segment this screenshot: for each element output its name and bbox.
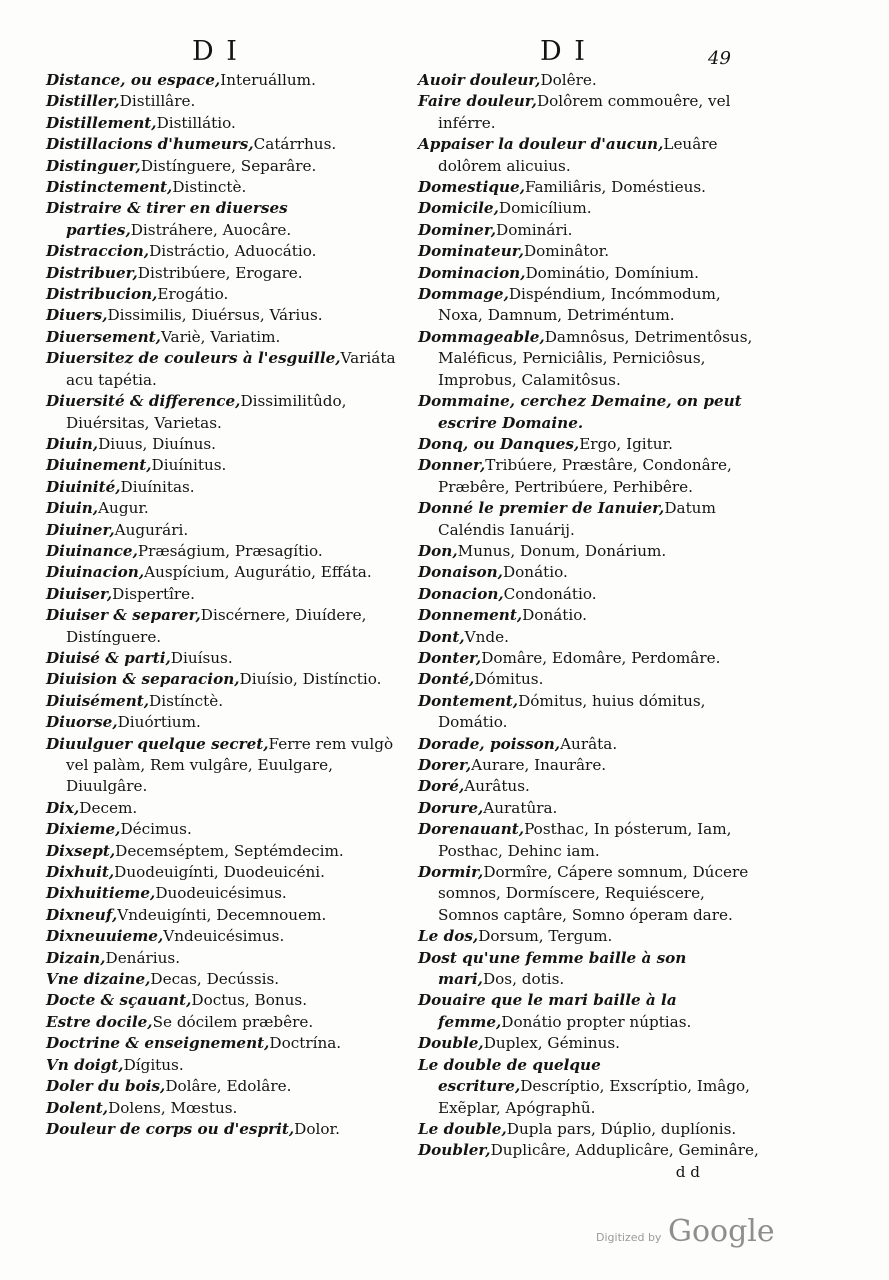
dictionary-entry (46, 477, 396, 498)
entry-headword: Estre docile, (46, 1012, 153, 1031)
entry-headword: Faire douleur, (418, 92, 537, 111)
entry-headword: Diuorse, (46, 713, 118, 732)
entry-headword: Diuinance, (46, 541, 138, 560)
entry-headword: Distraire & tirer en diuerses parties, (46, 199, 288, 239)
entry-translation: Vndeuicésimus. (163, 927, 285, 946)
entry-headword: Doubler, (418, 1141, 491, 1160)
entry-headword: Le double de quelque escriture, (418, 1055, 601, 1096)
page-header (0, 36, 889, 72)
entry-translation: Interuállum. (220, 71, 316, 89)
entry-translation: Præságium, Præsagítio. (137, 541, 323, 560)
dictionary-entry (418, 1140, 770, 1161)
entry-headword: Distance, ou espace, (46, 71, 221, 89)
entry-headword: Donacion, (418, 584, 504, 603)
dictionary-entry (418, 263, 770, 284)
entry-headword: Dominer, (418, 220, 497, 239)
dictionary-entry (46, 391, 396, 434)
entry-headword: Distiller, (46, 92, 120, 111)
dictionary-entry (46, 348, 396, 391)
dictionary-entry (418, 91, 770, 134)
dictionary-entry (46, 926, 396, 947)
entry-headword: Domicile, (418, 199, 499, 218)
entry-headword: Donaison, (418, 563, 503, 582)
entry-headword: Dommageable, (418, 327, 545, 346)
entry-headword: Distribucion, (46, 285, 158, 304)
dictionary-entry (46, 134, 396, 155)
dictionary-entry (46, 305, 396, 326)
entry-headword: Dontement, (418, 691, 519, 710)
entry-translation: Diuínitas. (120, 477, 195, 496)
entry-translation: Datum Caléndis Ianuárij. (438, 499, 716, 539)
dictionary-entry (46, 734, 396, 798)
entry-translation: Dos, dotis. (482, 970, 565, 989)
dictionary-entry (418, 455, 770, 498)
right-column (418, 70, 770, 1183)
entry-translation: Aurare, Inaurâre. (471, 756, 607, 774)
entry-headword: Dost qu'une femme baille à son mari, (418, 948, 687, 989)
entry-headword: Diuin, (46, 499, 99, 518)
entry-headword: Donné le premier de Ianuier, (418, 499, 665, 518)
dictionary-entry (46, 520, 396, 541)
entry-headword: Docte & sçauant, (46, 991, 192, 1010)
left-column (46, 70, 396, 1140)
entry-translation: Dolens, Mœstus. (108, 1098, 238, 1117)
dictionary-entry (46, 905, 396, 926)
dictionary-entry (46, 584, 396, 605)
entry-translation: Dolôrem commouêre, vel inférre. (438, 92, 731, 132)
entry-headword: Vne dizaine, (46, 970, 151, 989)
dictionary-entry (46, 327, 396, 348)
entry-translation: Auratûra. (483, 798, 558, 817)
dictionary-entry (418, 1033, 770, 1054)
dictionary-entry (46, 691, 396, 712)
entry-translation: Doctus, Bonus. (191, 991, 308, 1010)
dictionary-entry (418, 948, 770, 991)
running-head-right: D I (540, 36, 587, 67)
entry-translation: Dómitus. (474, 670, 544, 689)
entry-translation: Vnde. (464, 627, 509, 646)
dictionary-entry (46, 1119, 396, 1140)
entry-translation: Descríptio, Exscríptio, Imâgo, Exẽplar, Apógraphũ. (438, 1077, 751, 1117)
entry-headword: Diuisément, (46, 691, 150, 710)
dictionary-entry (46, 1033, 396, 1054)
dictionary-entry (418, 434, 770, 455)
dictionary-entry (46, 798, 396, 819)
dictionary-entry (46, 198, 396, 241)
entry-translation: Dupla pars, Dúplio, duplíonis. (506, 1119, 737, 1138)
entry-translation: Distribúere, Erogare. (137, 263, 303, 282)
dictionary-entry (46, 605, 396, 648)
dictionary-entry (46, 70, 396, 91)
entry-translation: Duplicâre, Adduplicâre, Geminâre, (490, 1141, 759, 1160)
entry-headword: Doctrine & enseignement, (46, 1034, 270, 1053)
entry-translation: Ergo, Igitur. (579, 434, 673, 453)
entry-translation: Donátio propter núptias. (501, 1012, 692, 1031)
entry-headword: Diuersement, (46, 327, 161, 346)
page-number: 49 (708, 48, 731, 69)
entry-headword: Double, (418, 1034, 484, 1053)
dictionary-entry (46, 498, 396, 519)
entry-headword: Domestique, (418, 178, 525, 197)
dictionary-entry (46, 541, 396, 562)
entry-headword: Dont, (418, 627, 465, 646)
entry-translation: Condonátio. (503, 584, 597, 603)
entry-headword: Donq, ou Danques, (418, 434, 580, 453)
entry-headword: Diuers, (46, 306, 108, 325)
entry-translation: Dígitus. (123, 1055, 184, 1074)
entry-headword: Le double, (418, 1119, 507, 1138)
entry-translation: Dominâtor. (523, 242, 610, 261)
entry-translation: Distillátio. (156, 113, 236, 132)
entry-headword: Diuision & separacion, (46, 670, 240, 689)
entry-translation: Tribúere, Præstâre, Condonâre, Præbêre, Pertribúere, Perhibêre. (438, 456, 732, 496)
entry-headword: Diuersité & difference, (46, 392, 241, 411)
dictionary-entry (46, 284, 396, 305)
entry-translation: Dispéndium, Incómmodum, Noxa, Damnum, Detriméntum. (438, 285, 721, 325)
entry-translation: Variè, Variatim. (160, 327, 281, 346)
dictionary-entry (418, 755, 770, 776)
dictionary-entry (46, 263, 396, 284)
entry-headword: Doré, (418, 777, 465, 796)
dictionary-entry (46, 990, 396, 1011)
entry-translation: Distínctè. (149, 691, 224, 710)
entry-translation: Ferre rem vulgò vel palàm, Rem vulgâre, Euulgare, Diuulgâre. (66, 734, 394, 796)
entry-headword: Diuulguer quelque secret, (46, 734, 269, 753)
dictionary-entry (418, 776, 770, 797)
entry-translation: Erogátio. (157, 285, 229, 304)
dictionary-entry (46, 969, 396, 990)
dictionary-entry (418, 1055, 770, 1119)
entry-translation: Catárrhus. (253, 135, 337, 154)
dictionary-entry (46, 669, 396, 690)
entry-headword: Diuersitez de couleurs à l'esguille, (46, 349, 341, 368)
entry-headword: Distinguer, (46, 156, 141, 175)
entry-translation: Distinctè. (172, 178, 247, 197)
entry-translation: Discérnere, Diuídere, Distínguere. (66, 606, 367, 646)
dictionary-entry (418, 541, 770, 562)
entry-headword: Don, (418, 541, 458, 560)
dictionary-entry (418, 241, 770, 262)
entry-translation: Dissimilis, Diuérsus, Várius. (107, 306, 323, 325)
entry-headword: Distribuer, (46, 263, 138, 282)
entry-headword: Diuiner, (46, 520, 115, 539)
entry-headword: Diuinacion, (46, 563, 145, 582)
entry-headword: Diuisé & parti, (46, 648, 171, 667)
catchword: d d (675, 1162, 700, 1181)
entry-headword: Dominacion, (418, 263, 526, 282)
entry-translation: Dolor. (294, 1119, 340, 1138)
dictionary-entry (46, 712, 396, 733)
dictionary-entry (418, 648, 770, 669)
entry-translation: Aurâtus. (464, 777, 530, 796)
entry-headword: Diuin, (46, 434, 99, 453)
entry-translation: Damnôsus, Detrimentôsus, Maléficus, Perniciâlis, Perniciôsus, Improbus, Calamitôsus. (438, 327, 753, 389)
entry-translation: Decemséptem, Septémdecim. (115, 841, 344, 860)
dictionary-entry (418, 70, 770, 91)
entry-headword: Douleur de corps ou d'esprit, (46, 1119, 295, 1138)
dictionary-entry (46, 241, 396, 262)
entry-translation: Dómitus, huius dómitus, Domátio. (438, 691, 706, 732)
entry-translation: Munus, Donum, Donárium. (457, 541, 667, 560)
entry-headword: Auoir douleur, (418, 71, 541, 89)
entry-headword: Vn doigt, (46, 1055, 124, 1074)
entry-translation: Domâre, Edomâre, Perdomâre. (481, 648, 721, 667)
entry-headword: Diuinement, (46, 456, 152, 475)
entry-translation: Familiâris, Doméstieus. (524, 178, 706, 197)
entry-headword: Donnement, (418, 606, 523, 625)
entry-headword: Dominateur, (418, 242, 524, 261)
entry-translation: Duplex, Géminus. (483, 1034, 620, 1053)
dictionary-entry (418, 177, 770, 198)
entry-translation: Dissimilitûdo, Diuérsitas, Varietas. (66, 392, 347, 432)
dictionary-entry (418, 862, 770, 926)
entry-headword: Dixneuf, (46, 905, 118, 924)
entry-headword: Dixhuit, (46, 863, 115, 882)
dictionary-entry (418, 605, 770, 626)
google-logo: Google (668, 1214, 775, 1249)
dictionary-entry (46, 91, 396, 112)
entry-translation: Distráhere, Auocâre. (130, 220, 292, 239)
dictionary-entry (418, 734, 770, 755)
entry-translation: Doctrína. (269, 1034, 342, 1053)
dictionary-entry (46, 883, 396, 904)
dictionary-entry (418, 198, 770, 219)
digitized-by-text: Digitized by (596, 1231, 662, 1244)
entry-translation: Diuísio, Distínctio. (239, 670, 382, 689)
dictionary-entry (46, 841, 396, 862)
dictionary-entry (46, 434, 396, 455)
entry-translation: Vndeuigínti, Decemnouem. (117, 905, 327, 924)
dictionary-entry (418, 691, 770, 734)
dictionary-entry (46, 562, 396, 583)
entry-translation: Aurâta. (560, 734, 618, 753)
entry-headword: Dorer, (418, 756, 472, 774)
dictionary-entry (418, 327, 770, 391)
dictionary-entry (418, 391, 770, 434)
running-head-left: D I (192, 36, 239, 67)
dictionary-entry (46, 648, 396, 669)
entry-translation: Distínguere, Separâre. (140, 156, 317, 175)
entry-headword: Donté, (418, 670, 475, 689)
entry-translation: Dorsum, Tergum. (478, 927, 613, 946)
entry-translation: Dispertîre. (112, 584, 195, 603)
digitized-watermark (596, 1214, 796, 1254)
entry-translation: Variáta acu tapétia. (66, 349, 396, 389)
entry-headword: Dixhuitieme, (46, 884, 156, 903)
entry-translation: Donátio. (502, 563, 568, 582)
dictionary-entry (46, 113, 396, 134)
entry-translation: Duodeuicésimus. (155, 884, 287, 903)
dictionary-entry (418, 990, 770, 1033)
dictionary-entry (418, 284, 770, 327)
entry-headword: Dixieme, (46, 820, 121, 839)
dictionary-entry (418, 1119, 770, 1140)
entry-headword: Dorenauant, (418, 820, 525, 839)
entry-headword: Dixsept, (46, 841, 116, 860)
entry-translation: Dolâre, Edolâre. (165, 1077, 292, 1096)
dictionary-entry (418, 498, 770, 541)
entry-headword: Dix, (46, 798, 80, 817)
entry-headword: Dizain, (46, 948, 106, 967)
entry-translation: Distillâre. (119, 92, 196, 111)
entry-translation: Distráctio, Aduocátio. (149, 242, 317, 261)
entry-headword: Dommaine, cerchez Demaine, on peut escrire Domaine. (418, 392, 742, 432)
entry-headword: Dolent, (46, 1098, 109, 1117)
dictionary-entry (418, 926, 770, 947)
entry-translation: Domicílium. (498, 199, 592, 218)
entry-headword: Doler du bois, (46, 1077, 166, 1096)
dictionary-entry (418, 819, 770, 862)
dictionary-entry (46, 1055, 396, 1076)
entry-headword: Diuiser, (46, 584, 113, 603)
entry-translation: Posthac, In pósterum, Iam, Posthac, Dehinc iam. (438, 820, 732, 860)
dictionary-entry (418, 798, 770, 819)
entry-translation: Diuórtium. (117, 713, 201, 732)
dictionary-entry (46, 1012, 396, 1033)
entry-headword: Appaiser la douleur d'aucun, (418, 135, 664, 154)
entry-translation: Augur. (98, 499, 149, 518)
entry-headword: Donner, (418, 456, 486, 475)
entry-headword: Distraccion, (46, 242, 150, 261)
entry-translation: Decas, Decússis. (150, 970, 280, 989)
entry-translation: Decem. (79, 798, 138, 817)
entry-translation: Auspícium, Augurátio, Effáta. (144, 563, 372, 582)
entry-headword: Douaire que le mari baille à la femme, (418, 991, 677, 1031)
entry-headword: Distillacions d'humeurs, (46, 135, 254, 154)
entry-translation: Denárius. (105, 948, 181, 967)
entry-translation: Augurári. (114, 520, 189, 539)
dictionary-entry (418, 562, 770, 583)
entry-headword: Diuiser & separer, (46, 606, 201, 625)
entry-translation: Dolêre. (540, 71, 597, 89)
entry-translation: Leuâre dolôrem alicuius. (438, 135, 718, 175)
entry-translation: Décimus. (120, 820, 192, 839)
entry-translation: Diuísus. (170, 648, 233, 667)
entry-translation: Diuus, Diuínus. (98, 434, 216, 453)
entry-translation: Diuínitus. (151, 456, 227, 475)
dictionary-entry (46, 948, 396, 969)
entry-headword: Dommage, (418, 285, 509, 304)
entry-headword: Dormir, (418, 863, 484, 882)
dictionary-entry (46, 862, 396, 883)
dictionary-entry (46, 177, 396, 198)
entry-headword: Le dos, (418, 927, 479, 946)
entry-headword: Dorure, (418, 798, 484, 817)
entry-headword: Distinctement, (46, 178, 173, 197)
entry-translation: Donátio. (522, 606, 587, 625)
dictionary-entry (46, 156, 396, 177)
dictionary-entry (46, 819, 396, 840)
dictionary-entry (418, 669, 770, 690)
dictionary-entry (418, 220, 770, 241)
entry-headword: Distillement, (46, 113, 157, 132)
entry-translation: Se dócilem præbêre. (152, 1012, 314, 1031)
dictionary-entry (46, 1076, 396, 1097)
entry-headword: Dorade, poisson, (418, 734, 561, 753)
entry-headword: Diuinité, (46, 477, 121, 496)
dictionary-entry (418, 134, 770, 177)
entry-translation: Dominátio, Domínium. (525, 263, 699, 282)
entry-translation: Duodeuigínti, Duodeuicéni. (114, 863, 325, 882)
dictionary-entry (418, 584, 770, 605)
entry-headword: Dixneuuieme, (46, 927, 164, 946)
entry-translation: Dormîre, Cápere somnum, Dúcere somnos, Dormíscere, Requiéscere, Somnos captâre, Somno óperam dare. (438, 863, 749, 924)
dictionary-entry (46, 455, 396, 476)
entry-headword: Donter, (418, 648, 482, 667)
dictionary-entry (418, 627, 770, 648)
entry-translation: Dominári. (496, 220, 573, 239)
dictionary-entry (46, 1098, 396, 1119)
